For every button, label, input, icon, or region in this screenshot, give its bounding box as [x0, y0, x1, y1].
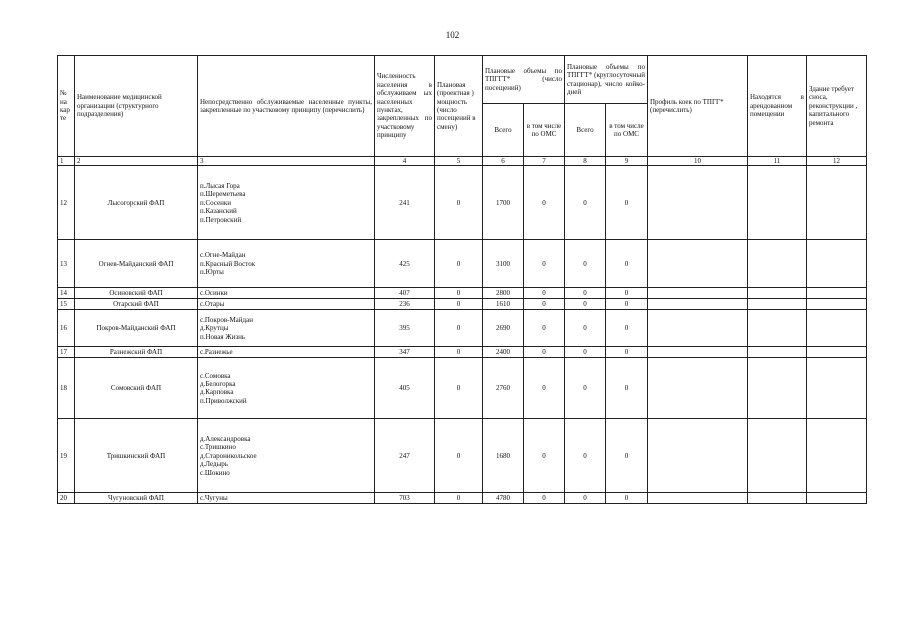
settlement: п.Красный Восток	[200, 259, 256, 268]
header-rented: Находятся в арендованном помещении	[748, 56, 807, 157]
visits-oms: 0	[524, 358, 565, 419]
rented-premises	[748, 288, 807, 299]
header-profile: Профиль коек по ТПГГ* (перечислить)	[648, 56, 748, 157]
settlement: д.Карповка	[200, 388, 234, 397]
table-row	[58, 347, 867, 358]
population: 236	[375, 299, 435, 310]
settlement: п.Шереметьева	[200, 190, 246, 199]
visits-oms: 0	[524, 493, 565, 504]
col-number: 12	[807, 157, 867, 166]
settlements-cell	[198, 310, 375, 347]
bed-profile	[648, 299, 748, 310]
population: 395	[375, 310, 435, 347]
capacity: 0	[435, 240, 483, 288]
table-row	[58, 166, 867, 240]
population: 703	[375, 493, 435, 504]
settlement: п.Петровский	[200, 215, 242, 224]
row-number: 19	[58, 419, 75, 493]
settlement: с.Тришкино	[200, 443, 236, 452]
settlement: с.Покров-Майдан	[200, 315, 253, 324]
header-beds-total: Всего	[565, 104, 606, 157]
org-name: Сомовский ФАП	[75, 358, 198, 419]
visits-total: 2690	[483, 310, 524, 347]
bed-profile	[648, 347, 748, 358]
bed-profile	[648, 310, 748, 347]
bed-profile	[648, 419, 748, 493]
header-visits: Плановые объемы по ТПГГТ* (число посещений)	[483, 56, 565, 104]
settlement: с.Сомовка	[200, 371, 231, 380]
beds-oms: 0	[606, 299, 648, 310]
beds-total: 0	[565, 299, 606, 310]
rented-premises	[748, 493, 807, 504]
header-points: Непосредственно обслуживаемые населенные пункты, закрепленные по участковому принципу (перечислить)	[198, 56, 375, 157]
visits-total: 2800	[483, 288, 524, 299]
rented-premises	[748, 419, 807, 493]
facilities-table	[57, 55, 867, 504]
bed-profile	[648, 288, 748, 299]
row-number: 16	[58, 310, 75, 347]
beds-total: 0	[565, 419, 606, 493]
header-capacity: Плановая (проектная ) мощность (число посещений в смену)	[435, 56, 483, 157]
row-number: 12	[58, 166, 75, 240]
visits-total: 2400	[483, 347, 524, 358]
row-number: 15	[58, 299, 75, 310]
org-name: Лысогорский ФАП	[75, 166, 198, 240]
settlement: п.Юрты	[200, 268, 224, 277]
settlements-cell	[198, 347, 375, 358]
visits-total: 2760	[483, 358, 524, 419]
row-number: 20	[58, 493, 75, 504]
settlements-cell	[198, 288, 375, 299]
column-number-row	[58, 157, 867, 166]
settlement: д.Крутцы	[200, 324, 229, 333]
header-beds-oms: в том числе по ОМС	[606, 104, 648, 157]
beds-total: 0	[565, 347, 606, 358]
col-number: 8	[565, 157, 606, 166]
beds-oms: 0	[606, 347, 648, 358]
bed-profile	[648, 358, 748, 419]
beds-oms: 0	[606, 419, 648, 493]
rented-premises	[748, 240, 807, 288]
rented-premises	[748, 347, 807, 358]
org-name: Осиновский ФАП	[75, 288, 198, 299]
demolition-required	[807, 240, 867, 288]
col-number: 4	[375, 157, 435, 166]
col-number: 2	[75, 157, 198, 166]
col-number: 7	[524, 157, 565, 166]
header-num: № на кар те	[58, 56, 75, 157]
visits-oms: 0	[524, 347, 565, 358]
org-name: Отарский ФАП	[75, 299, 198, 310]
beds-total: 0	[565, 166, 606, 240]
settlement: с.Шокино	[200, 468, 230, 477]
settlement: д.Белогорка	[200, 380, 236, 388]
row-number: 13	[58, 240, 75, 288]
org-name: Покров-Майданский ФАП	[75, 310, 198, 347]
col-number: 5	[435, 157, 483, 166]
beds-oms: 0	[606, 288, 648, 299]
beds-total: 0	[565, 358, 606, 419]
visits-oms: 0	[524, 240, 565, 288]
settlements-cell	[198, 299, 375, 310]
capacity: 0	[435, 419, 483, 493]
demolition-required	[807, 166, 867, 240]
visits-oms: 0	[524, 288, 565, 299]
beds-oms: 0	[606, 166, 648, 240]
visits-oms: 0	[524, 166, 565, 240]
header-population: Численность населения в обслуживаем ых населенных пунктах, закрепленных по участковому принципу	[375, 56, 435, 157]
beds-total: 0	[565, 288, 606, 299]
settlement: д.Александровка	[200, 434, 251, 443]
header-visits-oms: в том числе по ОМС	[524, 104, 565, 157]
capacity: 0	[435, 358, 483, 419]
capacity: 0	[435, 347, 483, 358]
beds-total: 0	[565, 310, 606, 347]
beds-oms: 0	[606, 310, 648, 347]
beds-oms: 0	[606, 358, 648, 419]
visits-total: 1610	[483, 299, 524, 310]
settlement: с.Чугуны	[200, 494, 228, 503]
table-row	[58, 310, 867, 347]
demolition-required	[807, 299, 867, 310]
bed-profile	[648, 166, 748, 240]
visits-total: 4780	[483, 493, 524, 504]
col-number: 1	[58, 157, 75, 166]
settlement: п.Сосенки	[200, 198, 232, 207]
population: 347	[375, 347, 435, 358]
org-name: Огнев-Майданский ФАП	[75, 240, 198, 288]
settlement: с.Огне-Майдан	[200, 251, 246, 260]
demolition-required	[807, 347, 867, 358]
capacity: 0	[435, 493, 483, 504]
demolition-required	[807, 493, 867, 504]
col-number: 3	[198, 157, 375, 166]
header-row-1	[58, 56, 867, 104]
capacity: 0	[435, 310, 483, 347]
demolition-required	[807, 358, 867, 419]
beds-oms: 0	[606, 493, 648, 504]
settlement: с.Осинки	[200, 289, 228, 298]
table-row	[58, 299, 867, 310]
table-body	[58, 166, 867, 504]
demolition-required	[807, 288, 867, 299]
rented-premises	[748, 166, 807, 240]
demolition-required	[807, 419, 867, 493]
settlement: д.Староникольское	[200, 451, 257, 460]
visits-total: 1680	[483, 419, 524, 493]
demolition-required	[807, 310, 867, 347]
col-number: 11	[748, 157, 807, 166]
settlement: с.Отары	[200, 300, 225, 309]
visits-oms: 0	[524, 419, 565, 493]
population: 407	[375, 288, 435, 299]
org-name: Чугуновский ФАП	[75, 493, 198, 504]
population: 425	[375, 240, 435, 288]
visits-oms: 0	[524, 299, 565, 310]
population: 247	[375, 419, 435, 493]
settlements-cell	[198, 358, 375, 419]
row-number: 17	[58, 347, 75, 358]
settlement: п.Новая Жизнь	[200, 332, 246, 341]
bed-profile	[648, 240, 748, 288]
beds-total: 0	[565, 240, 606, 288]
table-row	[58, 419, 867, 493]
page-number: 102	[445, 30, 460, 40]
header-demolition: Здание требует сноса, реконструкции , капитального ремонта	[807, 56, 867, 157]
table-row	[58, 358, 867, 419]
rented-premises	[748, 358, 807, 419]
beds-oms: 0	[606, 240, 648, 288]
settlement: п.Приволжский	[200, 396, 247, 405]
settlement: п.Казанский	[200, 207, 237, 216]
capacity: 0	[435, 166, 483, 240]
org-name: Тришкинский ФАП	[75, 419, 198, 493]
settlement: д.Ледырь	[200, 460, 228, 469]
visits-total: 3100	[483, 240, 524, 288]
header-visits-total: Всего	[483, 104, 524, 157]
table-row	[58, 288, 867, 299]
col-number: 9	[606, 157, 648, 166]
rented-premises	[748, 299, 807, 310]
rented-premises	[748, 310, 807, 347]
settlements-cell	[198, 493, 375, 504]
bed-profile	[648, 493, 748, 504]
header-beds: Плановые объемы по ТПГГТ* (круглосуточный стационар), число койко-дней	[565, 56, 648, 104]
beds-total: 0	[565, 493, 606, 504]
settlement: с.Разнежье	[200, 348, 233, 357]
col-number: 10	[648, 157, 748, 166]
visits-oms: 0	[524, 310, 565, 347]
settlement: п.Лысая Гора	[200, 181, 240, 190]
table-row	[58, 240, 867, 288]
org-name: Разнежский ФАП	[75, 347, 198, 358]
visits-total: 1700	[483, 166, 524, 240]
settlements-cell	[198, 166, 375, 240]
capacity: 0	[435, 299, 483, 310]
row-number: 14	[58, 288, 75, 299]
capacity: 0	[435, 288, 483, 299]
settlements-cell	[198, 240, 375, 288]
row-number: 18	[58, 358, 75, 419]
population: 405	[375, 358, 435, 419]
population: 241	[375, 166, 435, 240]
table-row	[58, 493, 867, 504]
settlements-cell	[198, 419, 375, 493]
col-number: 6	[483, 157, 524, 166]
header-org: Наименование медицинской организации (структурного подразделения)	[75, 56, 198, 157]
